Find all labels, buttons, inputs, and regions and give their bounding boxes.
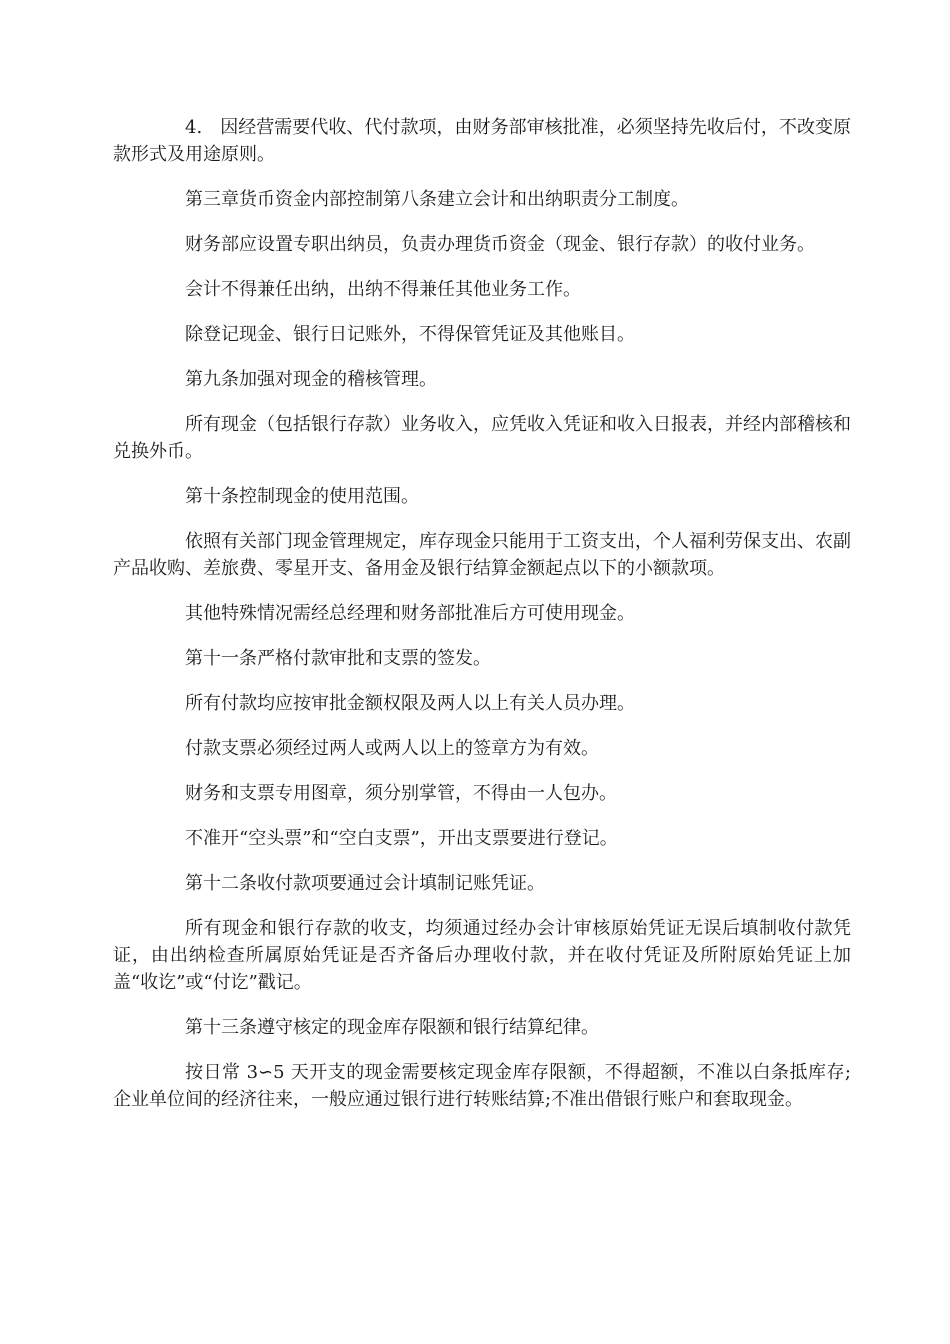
document-body xyxy=(113,114,851,1131)
paragraph: 依照有关部门现金管理规定，库存现金只能用于工资支出，个人福利劳保支出、农副产品收购、差旅费、零星开支、备用金及银行结算金额起点以下的小额款项。 xyxy=(113,531,851,579)
paragraph: 不准开“空头票”和“空白支票”，开出支票要进行登记。 xyxy=(185,828,618,849)
article-heading: 第十条控制现金的使用范围。 xyxy=(185,486,419,507)
paragraph: 除登记现金、银行日记账外，不得保管凭证及其他账目。 xyxy=(185,324,635,345)
paragraph: 所有付款均应按审批金额权限及两人以上有关人员办理。 xyxy=(185,693,635,714)
paragraph: 财务和支票专用图章，须分别掌管，不得由一人包办。 xyxy=(185,783,617,804)
chapter-heading: 第三章货币资金内部控制第八条建立会计和出纳职责分工制度。 xyxy=(185,189,689,210)
article-heading: 第十三条遵守核定的现金库存限额和银行结算纪律。 xyxy=(185,1017,599,1038)
paragraph: 4. 因经营需要代收、代付款项，由财务部审核批准，必须坚持先收后付，不改变原款形式及用途原则。 xyxy=(113,117,851,165)
paragraph: 按日常 3∽5 天开支的现金需要核定现金库存限额，不得超额，不准以白条抵库存;企业单位间的经济往来，一般应通过银行进行转账结算;不准出借银行账户和套取现金。 xyxy=(113,1062,851,1110)
article-heading: 第十二条收付款项要通过会计填制记账凭证。 xyxy=(185,873,545,894)
paragraph: 财务部应设置专职出纳员，负责办理货币资金（现金、银行存款）的收付业务。 xyxy=(185,234,815,255)
paragraph: 会计不得兼任出纳，出纳不得兼任其他业务工作。 xyxy=(185,279,581,300)
paragraph: 所有现金（包括银行存款）业务收入，应凭收入凭证和收入日报表，并经内部稽核和兑换外币。 xyxy=(113,414,851,462)
paragraph: 付款支票必须经过两人或两人以上的签章方为有效。 xyxy=(185,738,599,759)
article-heading: 第九条加强对现金的稽核管理。 xyxy=(185,369,437,390)
article-heading: 第十一条严格付款审批和支票的签发。 xyxy=(185,648,491,669)
paragraph: 所有现金和银行存款的收支，均须通过经办会计审核原始凭证无误后填制收付款凭证，由出纳检查所属原始凭证是否齐备后办理收付款，并在收付凭证及所附原始凭证上加盖“收讫”或“付讫”戳记。 xyxy=(113,918,851,993)
paragraph: 其他特殊情况需经总经理和财务部批准后方可使用现金。 xyxy=(185,603,635,624)
